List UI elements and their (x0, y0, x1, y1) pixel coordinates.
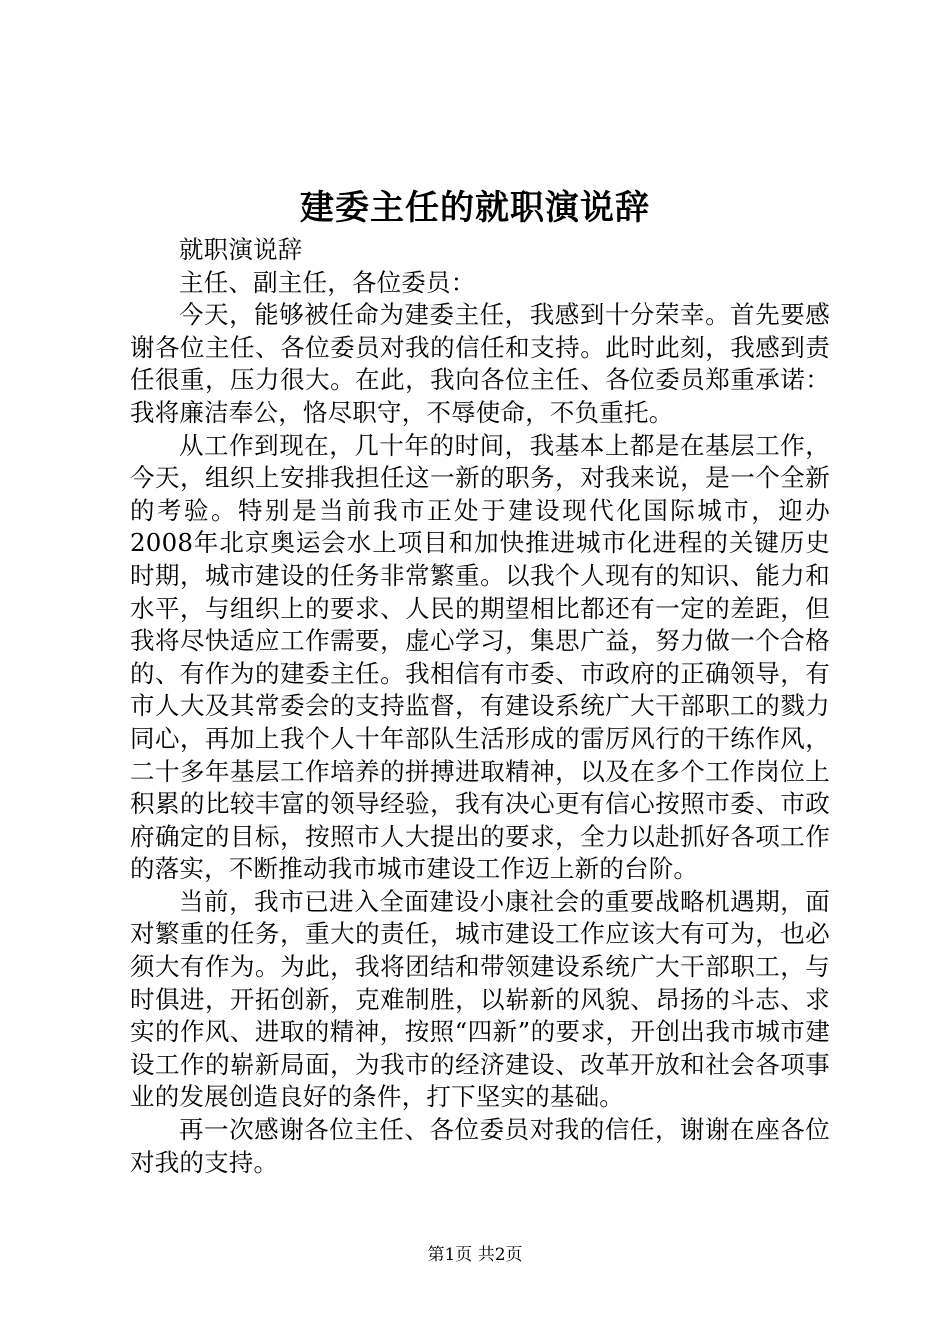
paragraph-experience: 从工作到现在，几十年的时间，我基本上都是在基层工作，今天，组织上安排我担任这一新的职务，对我来说，是一个全新的考验。特别是当前我市正处于建设现代化国际城市，迎办2008年北京奥运会水上项目和加快推进城市化进程的关键历史时期，城市建设的任务非常繁重。以我个人现有的知识、能力和水平，与组织上的要求、人民的期望相比都还有一定的差距，但我将尽快适应工作需要，虚心学习，集思广益，努力做一个合格的、有作为的建委主任。我相信有市委、市政府的正确领导，有市人大及其常委会的支持监督，有建设系统广大干部职工的戮力同心，再加上我个人十年部队生活形成的雷厉风行的干练作风，二十多年基层工作培养的拼搏进取精神，以及在多个工作岗位上积累的比较丰富的领导经验，我有决心更有信心按照市委、市政府确定的目标，按照市人大提出的要求，全力以赴抓好各项工作的落实，不断推动我市城市建设工作迈上新的台阶。 (130, 430, 830, 884)
paragraph-closing: 再一次感谢各位主任、各位委员对我的信任，谢谢在座各位对我的支持。 (130, 1115, 830, 1177)
paragraph-opening: 今天，能够被任命为建委主任，我感到十分荣幸。首先要感谢各位主任、各位委员对我的信任和支持。此时此刻，我感到责任很重，压力很大。在此，我向各位主任、各位委员郑重承诺：我将廉洁奉公，恪尽职守，不辱使命，不负重托。 (130, 300, 830, 427)
document-title: 建委主任的就职演说辞 (300, 188, 650, 228)
page-number-footer: 第1页 共2页 (427, 1245, 523, 1265)
paragraph-salutation: 主任、副主任，各位委员： (179, 267, 476, 297)
paragraph-heading: 就职演说辞 (179, 235, 303, 264)
paragraph-commitment: 当前，我市已进入全面建设小康社会的重要战略机遇期，面对繁重的任务，重大的责任，城市建设工作应该大有可为，也必须大有作为。为此，我将团结和带领建设系统广大干部职工，与时俱进，开拓创新，克难制胜，以崭新的风貌、昂扬的斗志、求实的作风、进取的精神，按照“四新”的要求，开创出我市城市建设工作的崭新局面，为我市的经济建设、改革开放和社会各项事业的发展创造良好的条件，打下坚实的基础。 (130, 886, 830, 1112)
document-body (130, 234, 830, 1179)
